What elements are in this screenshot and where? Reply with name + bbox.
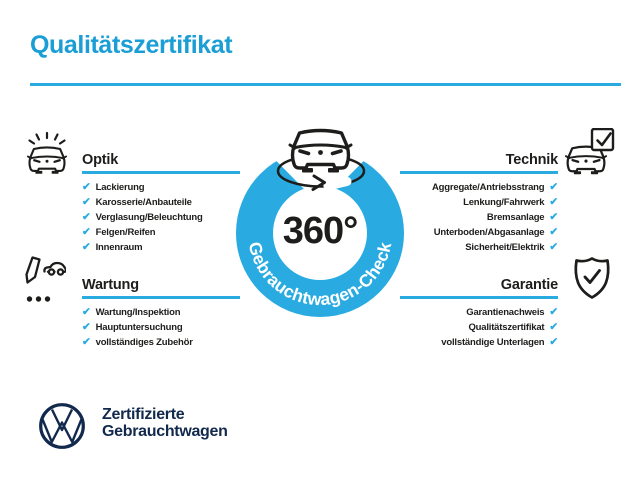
- section-heading: Optik: [82, 152, 119, 168]
- item-label: Qualitätszertifikat: [468, 321, 545, 333]
- check-icon: ✔: [549, 226, 558, 238]
- list-item: [82, 320, 240, 335]
- check-icon: ✔: [82, 226, 91, 238]
- car-checkbox-icon: [565, 128, 615, 178]
- list-item: [400, 225, 558, 240]
- check-icon: ✔: [82, 241, 91, 253]
- check-icon: ✔: [82, 211, 91, 223]
- item-label: vollständiges Zubehör: [95, 336, 193, 348]
- section-heading: Garantie: [500, 277, 558, 293]
- section-technik: [400, 152, 558, 255]
- section-garantie: [400, 277, 558, 350]
- list-item: [82, 180, 240, 195]
- brand-wordmark: [102, 406, 228, 440]
- list-item: [82, 195, 240, 210]
- item-label: Aggregate/Antriebsstrang: [432, 181, 545, 193]
- list-item: [400, 195, 558, 210]
- arrow-gap: [328, 182, 347, 187]
- check-icon: ✔: [549, 306, 558, 318]
- list-item: [82, 240, 240, 255]
- checklist: [82, 180, 240, 255]
- check-icon: ✔: [82, 306, 91, 318]
- list-item: [400, 210, 558, 225]
- check-icon: ✔: [549, 211, 558, 223]
- heading-divider: [400, 171, 558, 174]
- degree-label: 360°: [282, 210, 358, 252]
- item-label: Lackierung: [95, 181, 145, 193]
- item-label: Sicherheit/Elektrik: [465, 241, 545, 253]
- list-item: [400, 240, 558, 255]
- list-item: [400, 305, 558, 320]
- page-title: Qualitätszertifikat: [30, 31, 233, 59]
- ring-label-text: Gebrauchtwagen-Check: [244, 239, 396, 310]
- item-label: Verglasung/Beleuchtung: [95, 211, 203, 223]
- section-heading: Wartung: [82, 277, 139, 293]
- shield-check-icon: [571, 255, 613, 303]
- heading-divider: [82, 171, 240, 174]
- item-label: Bremsanlage: [486, 211, 545, 223]
- checklist: [82, 305, 240, 350]
- service-record-icon: [24, 256, 66, 304]
- heading-divider: [400, 296, 558, 299]
- checklist: [400, 305, 558, 350]
- list-item: [400, 335, 558, 350]
- check-icon: ✔: [549, 321, 558, 333]
- item-label: Wartung/Inspektion: [95, 306, 181, 318]
- item-label: Hauptuntersuchung: [95, 321, 183, 333]
- item-label: vollständige Unterlagen: [441, 336, 545, 348]
- item-label: Unterboden/Abgasanlage: [433, 226, 545, 238]
- item-label: Karosserie/Anbauteile: [95, 196, 192, 208]
- check-icon: ✔: [549, 336, 558, 348]
- car-front-icon: [290, 131, 351, 173]
- heading-divider: [82, 296, 240, 299]
- brand-line1: Zertifizierte: [102, 406, 185, 423]
- vw-logo: [37, 401, 87, 451]
- section-optik: [82, 152, 240, 255]
- check-icon: ✔: [549, 181, 558, 193]
- list-item: [400, 180, 558, 195]
- list-item: [82, 225, 240, 240]
- check-icon: ✔: [82, 196, 91, 208]
- section-heading: Technik: [505, 152, 558, 168]
- check-icon: ✔: [549, 196, 558, 208]
- section-wartung: [82, 277, 240, 350]
- shiny-car-icon: [27, 131, 67, 177]
- list-item: [400, 320, 558, 335]
- check-icon: ✔: [82, 181, 91, 193]
- list-item: [82, 210, 240, 225]
- check-icon: ✔: [549, 241, 558, 253]
- item-label: Lenkung/Fahrwerk: [463, 196, 545, 208]
- brand-line2: Gebrauchtwagen: [102, 423, 228, 440]
- checklist: [400, 180, 558, 255]
- item-label: Innenraum: [95, 241, 143, 253]
- item-label: Felgen/Reifen: [95, 226, 156, 238]
- check-icon: ✔: [82, 336, 91, 348]
- title-divider: [30, 83, 621, 86]
- item-label: Garantienachweis: [466, 306, 545, 318]
- check-icon: ✔: [82, 321, 91, 333]
- list-item: [82, 305, 240, 320]
- list-item: [82, 335, 240, 350]
